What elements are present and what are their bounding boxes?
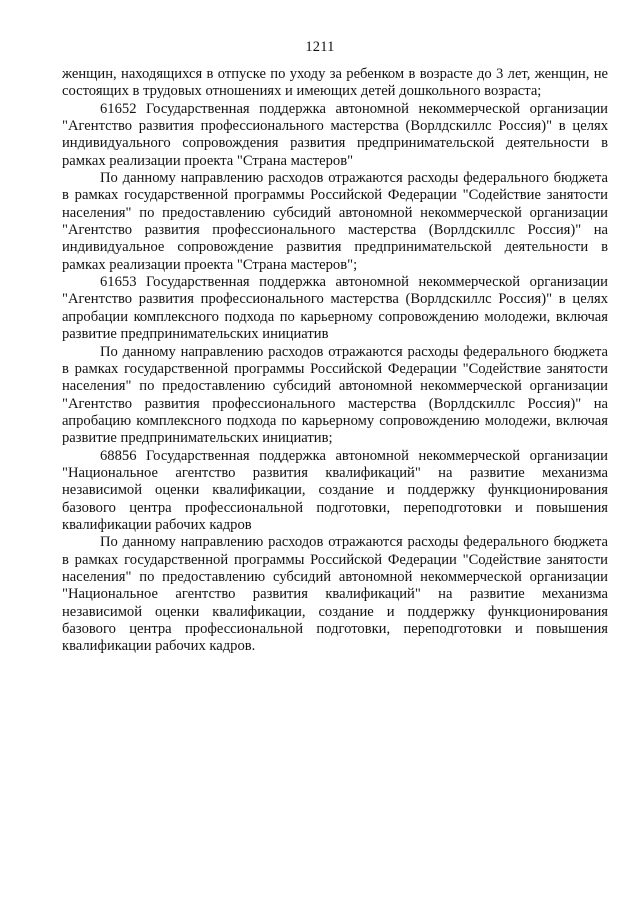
paragraph-continuation: женщин, находящихся в отпуске по уходу за ребенком в возрасте до 3 лет, женщин, не состоящих в трудовых отношениях и имеющих детей дошкольного возраста;	[62, 66, 608, 100]
document-body	[62, 66, 608, 656]
paragraph-description-61653: По данному направлению расходов отражаются расходы федерального бюджета в рамках государственной программы Российской Федерации "Содействие занятости населения" по предоставлению субсидий автономной некоммерческой организации "Агентство развития профессионального мастерства (Ворлдскиллс Россия)" на апробацию комплексного подхода по карьерному сопровождению молодежи, включая развитие предпринимательских инициатив;	[62, 343, 608, 447]
page-number: 1211	[305, 39, 335, 55]
paragraph-description-68856: По данному направлению расходов отражаются расходы федерального бюджета в рамках государственной программы Российской Федерации "Содействие занятости населения" по предоставлению субсидий автономной некоммерческой организации "Национальное агентство развития квалификаций" на развитие механизма независимой оценки квалификации, создание и поддержку функционирования базового центра профессиональной подготовки, переподготовки и повышения квалификации рабочих кадров.	[62, 534, 608, 655]
paragraph-code-68856: 68856 Государственная поддержка автономной некоммерческой организации "Национальное агентство развития квалификаций" на развитие механизма независимой оценки квалификации, создание и поддержку функционирования базового центра профессиональной подготовки, переподготовки и повышения квалификации рабочих кадров	[62, 447, 608, 533]
paragraph-code-61652: 61652 Государственная поддержка автономной некоммерческой организации "Агентство развития профессионального мастерства (Ворлдскиллс Россия)" в целях индивидуального сопровождения развития предпринимательской деятельности в рамках реализации проекта "Страна мастеров"	[62, 100, 608, 169]
paragraph-code-61653: 61653 Государственная поддержка автономной некоммерческой организации "Агентство развития профессионального мастерства (Ворлдскиллс Россия)" в целях апробации комплексного подхода по карьерному сопровождению молодежи, включая развитие предпринимательских инициатив	[62, 274, 608, 343]
paragraph-description-61652: По данному направлению расходов отражаются расходы федерального бюджета в рамках государственной программы Российской Федерации "Содействие занятости населения" по предоставлению субсидий автономной некоммерческой организации "Агентство развития профессионального мастерства (Ворлдскиллс Россия)" на индивидуальное сопровождение развития предпринимательской деятельности в рамках реализации проекта "Страна мастеров";	[62, 170, 608, 273]
